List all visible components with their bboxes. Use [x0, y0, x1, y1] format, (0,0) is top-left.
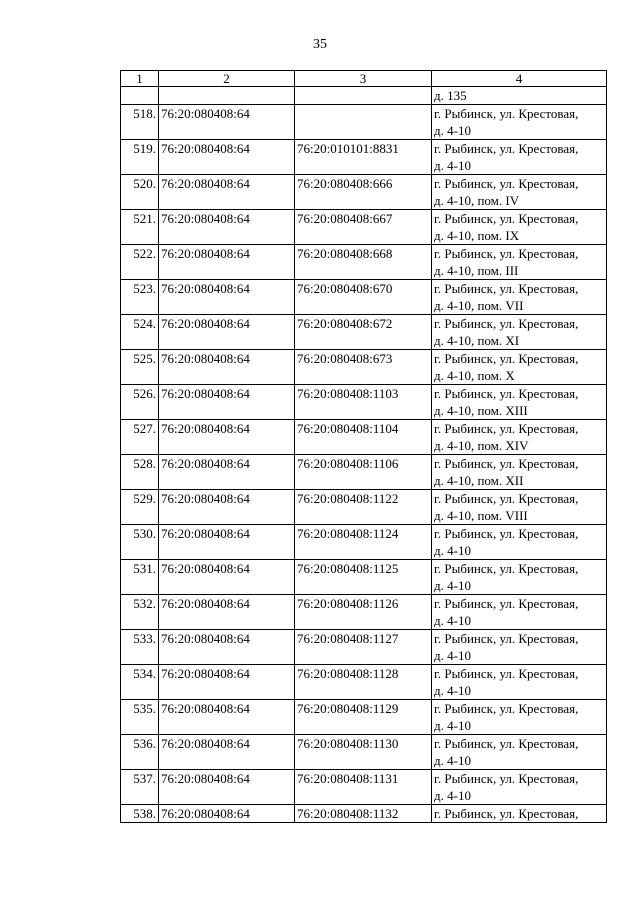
parcel-number-cell: 76:20:080408:64 [159, 630, 295, 665]
address-line: д. 4-10, пом. XII [434, 473, 524, 488]
address-line: г. Рыбинск, ул. Крестовая, [434, 491, 579, 506]
parcel-number-cell: 76:20:080408:64 [159, 210, 295, 245]
object-number-cell: 76:20:080408:666 [295, 175, 432, 210]
address-line: д. 4-10, пом. XIV [434, 438, 529, 453]
table-row [121, 455, 607, 490]
address-line: г. Рыбинск, ул. Крестовая, [434, 386, 579, 401]
row-number-cell: 519. [121, 140, 159, 175]
object-number-cell: 76:20:080408:1131 [295, 770, 432, 805]
address-line: д. 135 [434, 88, 467, 103]
table-row [121, 245, 607, 280]
table-row [121, 735, 607, 770]
address-line: г. Рыбинск, ул. Крестовая, [434, 176, 579, 191]
table-row [121, 700, 607, 735]
table-header [121, 71, 607, 87]
table-row [121, 210, 607, 245]
address-cell [432, 455, 607, 490]
parcel-number-cell: 76:20:080408:64 [159, 805, 295, 823]
address-line: д. 4-10 [434, 158, 471, 173]
address-cell [432, 175, 607, 210]
parcel-number-cell: 76:20:080408:64 [159, 595, 295, 630]
address-line: г. Рыбинск, ул. Крестовая, [434, 106, 579, 121]
address-line: г. Рыбинск, ул. Крестовая, [434, 211, 579, 226]
parcel-number-cell: 76:20:080408:64 [159, 455, 295, 490]
object-number-cell: 76:20:080408:672 [295, 315, 432, 350]
object-number-cell [295, 87, 432, 105]
parcel-number-cell: 76:20:080408:64 [159, 490, 295, 525]
object-number-cell: 76:20:080408:1128 [295, 665, 432, 700]
address-line: г. Рыбинск, ул. Крестовая, [434, 246, 579, 261]
column-header-1: 1 [121, 71, 159, 87]
parcel-number-cell: 76:20:080408:64 [159, 560, 295, 595]
row-number-cell: 537. [121, 770, 159, 805]
address-line: г. Рыбинск, ул. Крестовая, [434, 316, 579, 331]
address-line: г. Рыбинск, ул. Крестовая, [434, 281, 579, 296]
row-number-cell: 518. [121, 105, 159, 140]
table-body [121, 87, 607, 823]
address-cell [432, 245, 607, 280]
address-line: д. 4-10 [434, 683, 471, 698]
address-line: г. Рыбинск, ул. Крестовая, [434, 526, 579, 541]
parcel-number-cell: 76:20:080408:64 [159, 700, 295, 735]
address-cell [432, 805, 607, 823]
address-cell [432, 140, 607, 175]
address-line: г. Рыбинск, ул. Крестовая, [434, 351, 579, 366]
object-number-cell: 76:20:080408:1103 [295, 385, 432, 420]
row-number-cell: 527. [121, 420, 159, 455]
row-number-cell: 529. [121, 490, 159, 525]
address-line: г. Рыбинск, ул. Крестовая, [434, 456, 579, 471]
address-line: г. Рыбинск, ул. Крестовая, [434, 736, 579, 751]
parcel-number-cell: 76:20:080408:64 [159, 770, 295, 805]
row-number-cell: 521. [121, 210, 159, 245]
object-number-cell: 76:20:080408:668 [295, 245, 432, 280]
object-number-cell: 76:20:080408:1130 [295, 735, 432, 770]
address-line: д. 4-10 [434, 123, 471, 138]
parcel-number-cell: 76:20:080408:64 [159, 105, 295, 140]
object-number-cell: 76:20:080408:1104 [295, 420, 432, 455]
row-number-cell: 522. [121, 245, 159, 280]
address-cell [432, 385, 607, 420]
table-row [121, 385, 607, 420]
address-line: г. Рыбинск, ул. Крестовая, [434, 561, 579, 576]
address-cell [432, 315, 607, 350]
row-number-cell: 520. [121, 175, 159, 210]
column-header-4: 4 [432, 71, 607, 87]
header-row [121, 71, 607, 87]
row-number-cell: 536. [121, 735, 159, 770]
row-number-cell: 533. [121, 630, 159, 665]
parcel-number-cell: 76:20:080408:64 [159, 525, 295, 560]
row-number-cell: 534. [121, 665, 159, 700]
column-header-3: 3 [295, 71, 432, 87]
address-cell [432, 280, 607, 315]
row-number-cell [121, 87, 159, 105]
row-number-cell: 530. [121, 525, 159, 560]
table-row [121, 525, 607, 560]
object-number-cell: 76:20:080408:1106 [295, 455, 432, 490]
table-row [121, 280, 607, 315]
address-cell [432, 595, 607, 630]
address-line: д. 4-10, пом. III [434, 263, 519, 278]
parcel-number-cell: 76:20:080408:64 [159, 140, 295, 175]
address-line: д. 4-10 [434, 543, 471, 558]
object-number-cell: 76:20:080408:667 [295, 210, 432, 245]
row-number-cell: 532. [121, 595, 159, 630]
address-cell [432, 210, 607, 245]
row-number-cell: 535. [121, 700, 159, 735]
address-line: г. Рыбинск, ул. Крестовая, [434, 771, 579, 786]
table-row [121, 630, 607, 665]
parcel-number-cell: 76:20:080408:64 [159, 175, 295, 210]
object-number-cell [295, 105, 432, 140]
parcel-number-cell: 76:20:080408:64 [159, 735, 295, 770]
registry-table [120, 70, 607, 823]
table-row [121, 805, 607, 823]
address-line: д. 4-10 [434, 753, 471, 768]
address-line: г. Рыбинск, ул. Крестовая, [434, 631, 579, 646]
row-number-cell: 524. [121, 315, 159, 350]
parcel-number-cell: 76:20:080408:64 [159, 280, 295, 315]
address-line: д. 4-10 [434, 578, 471, 593]
object-number-cell: 76:20:080408:1129 [295, 700, 432, 735]
row-number-cell: 525. [121, 350, 159, 385]
address-line: д. 4-10, пом. IV [434, 193, 520, 208]
object-number-cell: 76:20:080408:1124 [295, 525, 432, 560]
address-cell [432, 630, 607, 665]
address-line: д. 4-10, пом. VII [434, 298, 524, 313]
address-line: д. 4-10, пом. X [434, 368, 515, 383]
object-number-cell: 76:20:080408:1122 [295, 490, 432, 525]
address-cell [432, 420, 607, 455]
address-cell [432, 560, 607, 595]
table-row [121, 770, 607, 805]
address-cell [432, 490, 607, 525]
address-line: г. Рыбинск, ул. Крестовая, [434, 596, 579, 611]
address-cell [432, 87, 607, 105]
object-number-cell: 76:20:080408:670 [295, 280, 432, 315]
address-line: д. 4-10, пом. XI [434, 333, 520, 348]
address-line: г. Рыбинск, ул. Крестовая, [434, 141, 579, 156]
parcel-number-cell: 76:20:080408:64 [159, 385, 295, 420]
row-number-cell: 526. [121, 385, 159, 420]
address-cell [432, 105, 607, 140]
table-row [121, 560, 607, 595]
object-number-cell: 76:20:010101:8831 [295, 140, 432, 175]
address-cell [432, 350, 607, 385]
parcel-number-cell: 76:20:080408:64 [159, 665, 295, 700]
object-number-cell: 76:20:080408:1126 [295, 595, 432, 630]
object-number-cell: 76:20:080408:1125 [295, 560, 432, 595]
object-number-cell: 76:20:080408:1132 [295, 805, 432, 823]
table-row [121, 315, 607, 350]
table-row [121, 665, 607, 700]
address-line: г. Рыбинск, ул. Крестовая, [434, 701, 579, 716]
address-cell [432, 525, 607, 560]
address-cell [432, 700, 607, 735]
address-line: д. 4-10, пом. XIII [434, 403, 528, 418]
address-line: г. Рыбинск, ул. Крестовая, [434, 806, 579, 821]
row-number-cell: 523. [121, 280, 159, 315]
table-row [121, 350, 607, 385]
address-line: д. 4-10, пом. VIII [434, 508, 528, 523]
table-row [121, 105, 607, 140]
parcel-number-cell: 76:20:080408:64 [159, 245, 295, 280]
row-number-cell: 531. [121, 560, 159, 595]
address-line: д. 4-10, пом. IX [434, 228, 520, 243]
address-line: д. 4-10 [434, 788, 471, 803]
parcel-number-cell: 76:20:080408:64 [159, 315, 295, 350]
table-row [121, 140, 607, 175]
table-row [121, 595, 607, 630]
parcel-number-cell [159, 87, 295, 105]
parcel-number-cell: 76:20:080408:64 [159, 420, 295, 455]
table-row [121, 420, 607, 455]
address-line: г. Рыбинск, ул. Крестовая, [434, 666, 579, 681]
address-line: д. 4-10 [434, 648, 471, 663]
address-cell [432, 735, 607, 770]
object-number-cell: 76:20:080408:673 [295, 350, 432, 385]
continuation-row [121, 87, 607, 105]
row-number-cell: 528. [121, 455, 159, 490]
table-row [121, 490, 607, 525]
address-line: д. 4-10 [434, 718, 471, 733]
row-number-cell: 538. [121, 805, 159, 823]
page-number: 35 [313, 37, 327, 52]
object-number-cell: 76:20:080408:1127 [295, 630, 432, 665]
parcel-number-cell: 76:20:080408:64 [159, 350, 295, 385]
address-cell [432, 665, 607, 700]
column-header-2: 2 [159, 71, 295, 87]
address-line: г. Рыбинск, ул. Крестовая, [434, 421, 579, 436]
address-line: д. 4-10 [434, 613, 471, 628]
table-row [121, 175, 607, 210]
address-cell [432, 770, 607, 805]
